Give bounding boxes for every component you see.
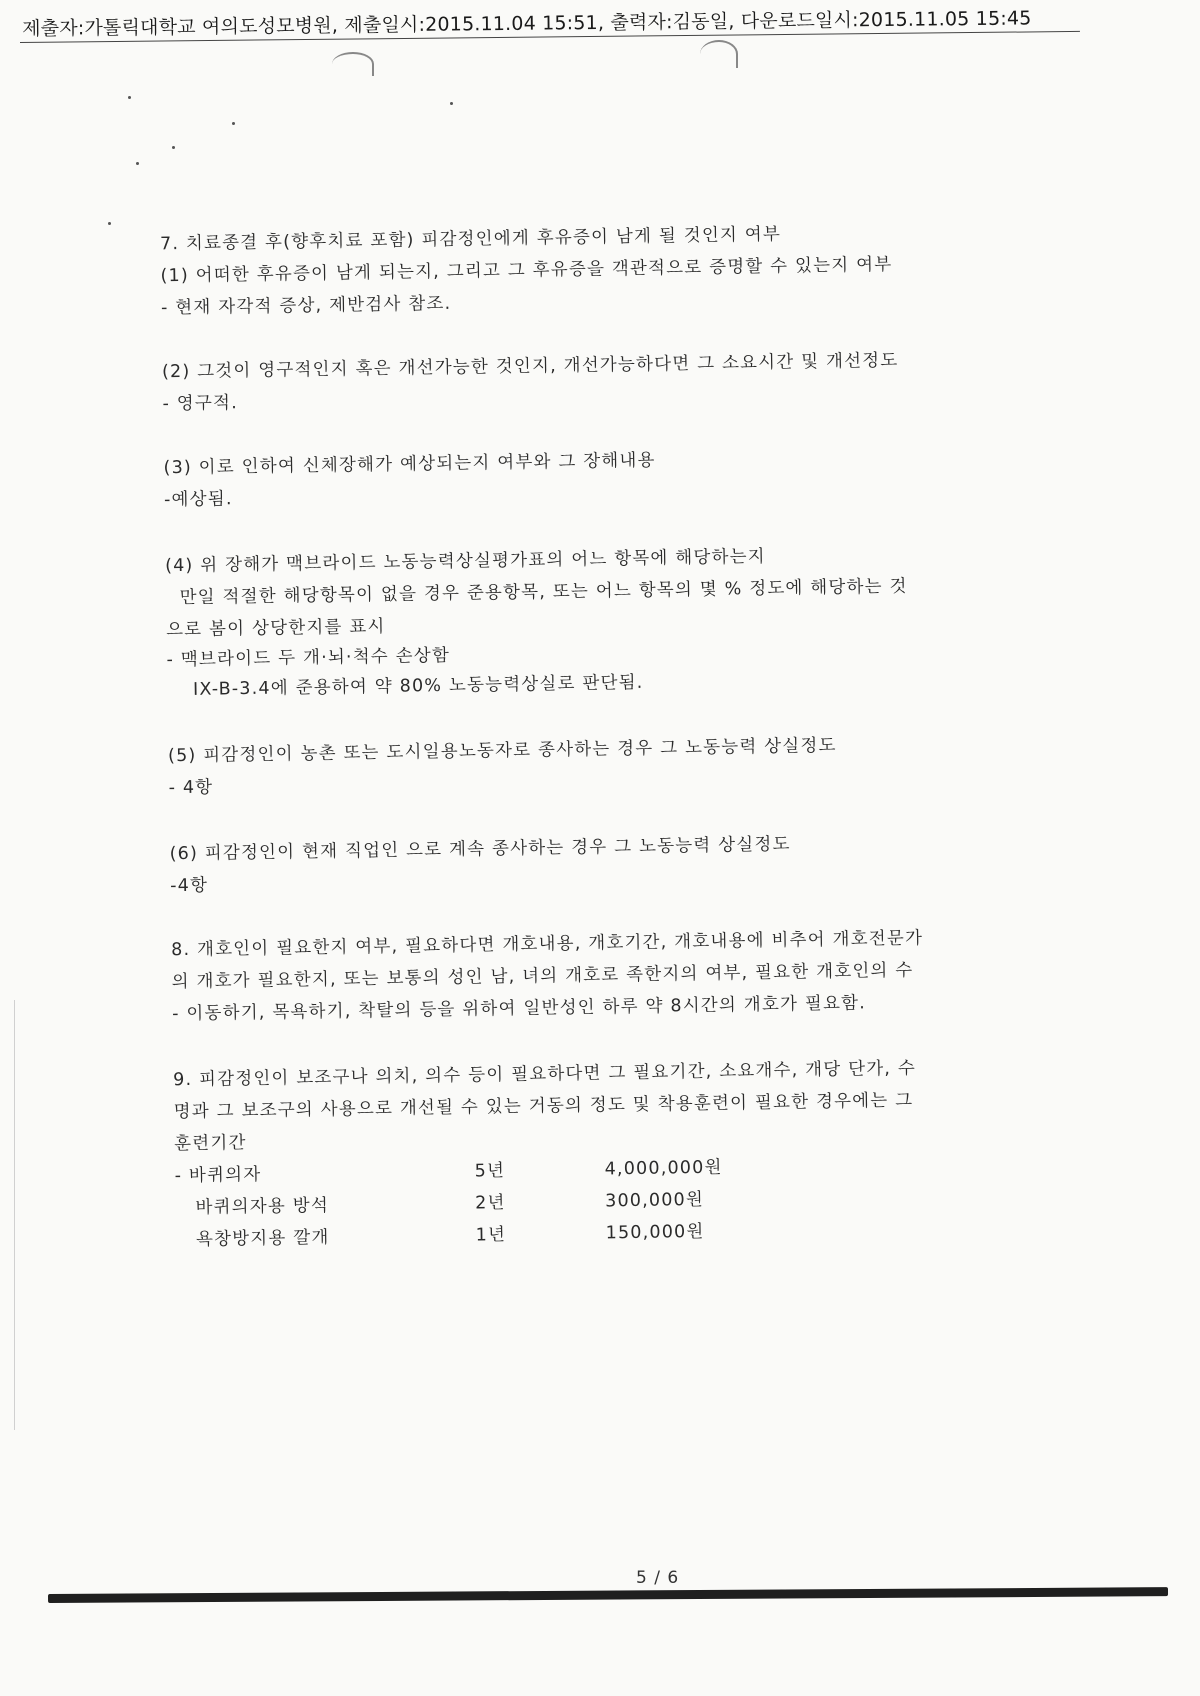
question-7-4: (4) 위 장해가 맥브라이드 노동능력상실평가표의 어느 항목에 해당하는지 bbox=[164, 546, 766, 577]
scan-edge-line bbox=[14, 1000, 15, 1430]
question-9: 9. 피감정인이 보조구나 의치, 의수 등이 필요하다면 그 필요기간, 소요개수, 개당 단가, 수 bbox=[173, 1058, 917, 1091]
aid-period: 1년 bbox=[475, 1225, 507, 1246]
answer-8: - 이동하기, 목욕하기, 착탈의 등을 위하여 일반성인 하루 약 8시간의 개호가 필요함. bbox=[172, 993, 867, 1025]
aid-name: - 바퀴의자 bbox=[174, 1164, 262, 1187]
question-7-4-cont: 만일 적절한 해당항목이 없을 경우 준용항목, 또는 어느 항목의 몇 % 정도에 해당하는 것 bbox=[179, 576, 908, 609]
question-7-4-cont: 으로 봄이 상당한지를 표시 bbox=[165, 616, 386, 641]
question-7-6: (6) 피감정인이 현재 직업인 으로 계속 종사하는 경우 그 노동능력 상실정도 bbox=[169, 834, 791, 865]
submission-header: 제출자:가톨릭대학교 여의도성모병원, 제출일시:2015.11.04 15:51, 출력자:김동일, 다운로드일시:2015.11.05 15:45 bbox=[22, 7, 1032, 40]
question-7-2: (2) 그것이 영구적인지 혹은 개선가능한 것인지, 개선가능하다면 그 소요시간 및 개선정도 bbox=[161, 350, 899, 383]
answer-7-6: -4항 bbox=[169, 875, 209, 897]
aid-price: 300,000원 bbox=[604, 1189, 705, 1212]
question-9-cont: 명과 그 보조구의 사용으로 개선될 수 있는 거동의 정도 및 착용훈련이 필요한 경우에는 그 bbox=[173, 1090, 914, 1123]
question-9-cont: 훈련기간 bbox=[174, 1133, 247, 1155]
aid-name: 욕창방지용 깔개 bbox=[175, 1227, 330, 1251]
question-7-3: (3) 이로 인하여 신체장해가 예상되는지 여부와 그 장해내용 bbox=[163, 450, 656, 479]
question-7-5: (5) 피감정인이 농촌 또는 도시일용노동자로 종사하는 경우 그 노동능력 상실정도 bbox=[167, 735, 837, 767]
aid-price: 150,000원 bbox=[605, 1221, 705, 1244]
answer-7-3: -예상됨. bbox=[163, 489, 233, 511]
answer-7-5: - 4항 bbox=[168, 777, 214, 799]
question-7: 7. 치료종결 후(향후치료 포함) 피감정인에게 후유증이 남게 될 것인지 여부 bbox=[159, 224, 782, 255]
aid-row bbox=[174, 1151, 874, 1186]
aid-period: 2년 bbox=[475, 1193, 506, 1214]
aid-name: 바퀴의자용 방석 bbox=[175, 1195, 330, 1219]
page-number: 5 / 6 bbox=[636, 1568, 680, 1588]
question-8-cont: 의 개호가 필요한지, 또는 보통의 성인 남, 녀의 개호로 족한지의 여부, 필요한 개호인의 수 bbox=[171, 960, 914, 993]
answer-7-4-cont: IX-B-3.4에 준용하여 약 80% 노동능력상실로 판단됨. bbox=[192, 672, 644, 700]
aid-price: 4,000,000원 bbox=[604, 1157, 723, 1180]
aid-row bbox=[175, 1215, 875, 1250]
question-7-1: (1) 어떠한 후유증이 남게 되는지, 그리고 그 후유증을 객관적으로 증명할 수 있는지 여부 bbox=[160, 254, 893, 287]
answer-7-1: - 현재 자각적 증상, 제반검사 참조. bbox=[160, 293, 452, 319]
question-8: 8. 개호인이 필요한지 여부, 필요하다면 개호내용, 개호기간, 개호내용에 비추어 개호전문가 bbox=[170, 928, 924, 961]
answer-7-2: - 영구적. bbox=[162, 393, 239, 415]
aid-period: 5년 bbox=[474, 1161, 506, 1182]
answer-7-4: - 맥브라이드 두 개·뇌·척수 손상함 bbox=[166, 645, 451, 671]
aid-row bbox=[175, 1183, 875, 1218]
